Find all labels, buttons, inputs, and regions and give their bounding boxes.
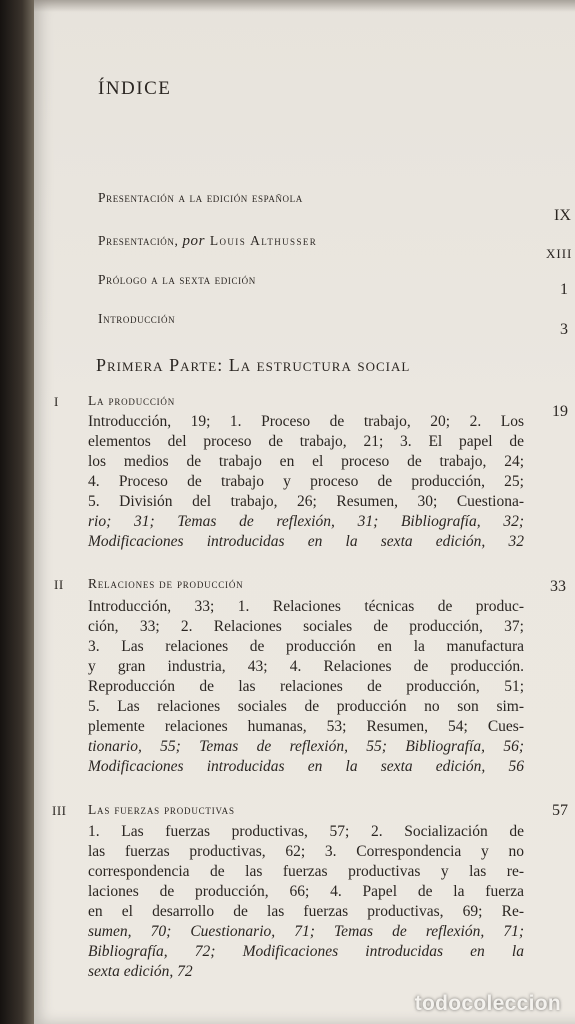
chapter-3-line: las fuerzas productivas, 62; 3. Correspondencia y no	[88, 843, 524, 860]
chapter-2-line: tionario, 55; Temas de reflexión, 55; Bibliografía, 56;	[88, 738, 524, 755]
chapter-3-line: laciones de producción, 66; 4. Papel de la fuerza	[88, 883, 524, 900]
chapter-1-line: 5. División del trabajo, 26; Resumen, 30; Cuestiona-	[88, 493, 524, 510]
chapter-2-line: Introducción, 33; 1. Relaciones técnicas de produc-	[88, 598, 524, 615]
watermark-logo: todocoleccion	[414, 992, 561, 1015]
front-matter-page-2: XIII	[546, 246, 573, 261]
chapter-1-line: los medios de trabajo en el proceso de trabajo, 24;	[88, 453, 524, 470]
chapter-2-number: II	[54, 577, 64, 592]
chapter-3-contents	[88, 822, 524, 982]
chapter-1-number: I	[54, 394, 59, 409]
front-matter-entry-3: Prólogo a la sexta edición	[98, 272, 256, 287]
chapter-3-page: 57	[552, 802, 568, 819]
chapter-3-line: correspondencia de las fuerzas productivas y las re-	[88, 863, 524, 880]
front-matter-entry-1: Presentación a la edición española	[98, 190, 303, 205]
chapter-2-contents	[88, 597, 524, 777]
chapter-2-line: Reproducción de las relaciones de producción, 51;	[88, 678, 524, 695]
chapter-1-contents	[88, 412, 524, 552]
chapter-2-line: Modificaciones introducidas en la sexta edición, 56	[88, 758, 524, 775]
chapter-2-line: ción, 33; 2. Relaciones sociales de producción, 37;	[88, 618, 524, 635]
chapter-3-number: III	[52, 803, 67, 818]
chapter-2-line: 3. Las relaciones de producción en la manufactura	[88, 638, 524, 655]
front-matter-entry-2-title: Presentación,	[98, 233, 183, 248]
front-matter-entry-2-author: Louis Althusser	[205, 233, 318, 248]
chapter-2-title: Relaciones de producción	[88, 576, 244, 591]
front-matter-page-4: 3	[560, 321, 568, 338]
chapter-3-line: sumen, 70; Cuestionario, 71; Temas de reflexión, 71;	[88, 923, 524, 940]
chapter-2-line: 5. Las relaciones sociales de producción no son sim-	[88, 698, 524, 715]
front-matter-entry-2	[98, 233, 317, 250]
chapter-3-line: en el desarrollo de las fuerzas productivas, 69; Re-	[88, 903, 524, 920]
chapter-3-line: sexta edición, 72	[88, 963, 193, 980]
chapter-1-line: 4. Proceso de trabajo y proceso de producción, 25;	[88, 473, 524, 490]
chapter-1-line: rio; 31; Temas de reflexión, 31; Bibliografía, 32;	[88, 513, 524, 530]
chapter-1-page: 19	[552, 403, 568, 420]
chapter-2-line: y gran industria, 43; 4. Relaciones de producción.	[88, 658, 524, 675]
front-matter-entry-2-by: por	[182, 233, 206, 249]
front-matter-page-1: IX	[554, 207, 571, 224]
chapter-3-title: Las fuerzas productivas	[88, 802, 235, 817]
page-top-shadow	[34, 0, 575, 12]
chapter-3-line: Bibliografía, 72; Modificaciones introducidas en la	[88, 943, 524, 960]
front-matter-entry-4: Introducción	[98, 311, 176, 326]
front-matter-page-3: 1	[560, 281, 568, 298]
chapter-1-line: Modificaciones introducidas en la sexta edición, 32	[88, 533, 524, 550]
chapter-3-line: 1. Las fuerzas productivas, 57; 2. Socialización de	[88, 823, 524, 840]
chapter-2-page: 33	[550, 578, 566, 595]
book-page	[34, 0, 575, 1024]
toc-heading: ÍNDICE	[98, 78, 172, 99]
chapter-1-title: La producción	[88, 393, 176, 408]
chapter-1-line: elementos del proceso de trabajo, 21; 3. El papel de	[88, 433, 524, 450]
chapter-1-line: Introducción, 19; 1. Proceso de trabajo, 20; 2. Los	[88, 413, 524, 430]
chapter-2-line: plemente relaciones humanas, 53; Resumen, 54; Cues-	[88, 718, 524, 735]
part-title: Primera Parte: La estructura social	[96, 355, 411, 375]
